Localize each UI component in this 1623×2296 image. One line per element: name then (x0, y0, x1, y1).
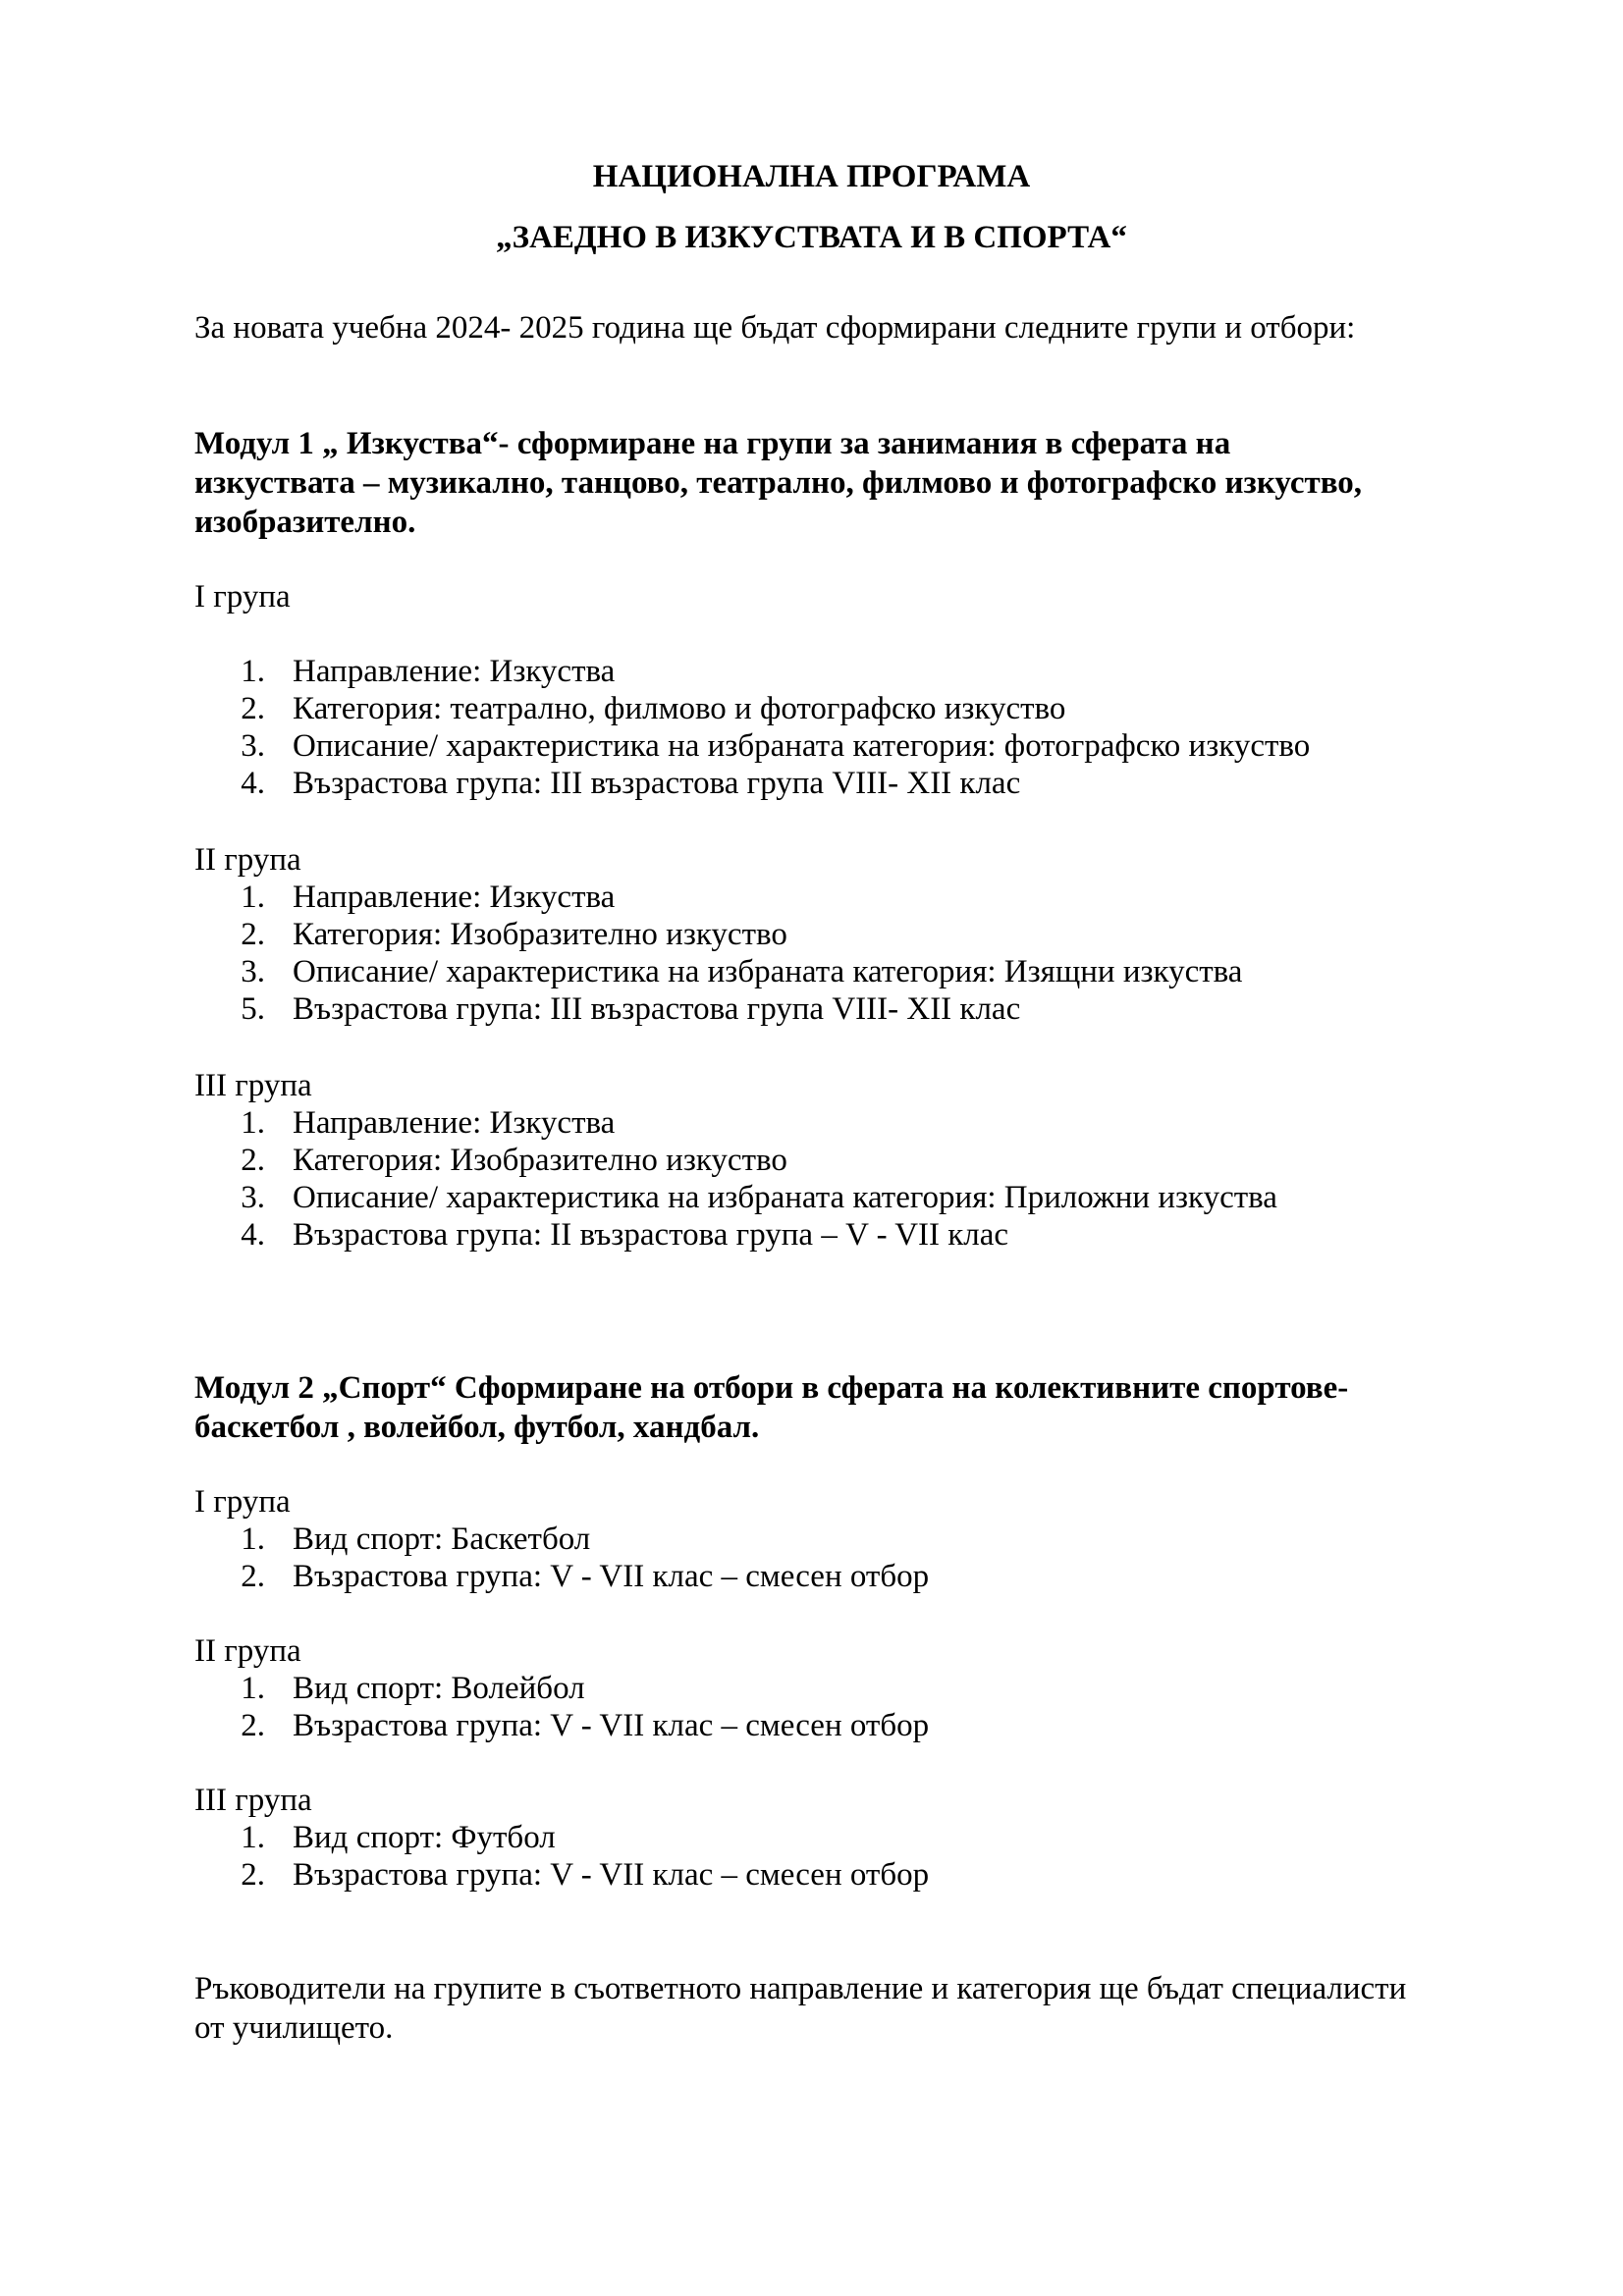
list-item: Възрастова група: III възрастова група VIII- XII клас (293, 766, 1021, 801)
footer-paragraph-line1: Ръководители на групите в съответното направление и категория ще бъдат специалисти (194, 1971, 1407, 2006)
module1-heading-line3: изобразително. (194, 505, 416, 540)
module2-group1-label: I група (194, 1484, 291, 1520)
list-item-number: 1. (241, 1522, 265, 1557)
list-item-number: 2. (241, 1857, 265, 1893)
module2-group3-label: III група (194, 1783, 312, 1818)
list-item: Описание/ характеристика на избраната категория: Изящни изкуства (293, 954, 1243, 989)
list-item: Вид спорт: Волейбол (293, 1671, 585, 1706)
list-item-number: 5. (241, 991, 265, 1027)
module1-heading-line2: изкуствата – музикално, танцово, театрално, филмово и фотографско изкуство, (194, 465, 1363, 501)
footer-paragraph-line2: от училището. (194, 2010, 394, 2046)
list-item-number: 3. (241, 1180, 265, 1215)
list-item-number: 1. (241, 654, 265, 689)
list-item-number: 1. (241, 1671, 265, 1706)
list-item: Направление: Изкуства (293, 1105, 616, 1141)
list-item: Описание/ характеристика на избраната категория: фотографско изкуство (293, 728, 1311, 764)
list-item-number: 4. (241, 766, 265, 801)
list-item-number: 4. (241, 1217, 265, 1253)
list-item-number: 3. (241, 954, 265, 989)
module2-heading-line1: Модул 2 „Спорт“ Сформиране на отбори в сферата на колективните спортове- (194, 1370, 1349, 1406)
list-item-number: 3. (241, 728, 265, 764)
list-item: Категория: театрално, филмово и фотографско изкуство (293, 691, 1066, 726)
list-item: Категория: Изобразително изкуство (293, 1143, 787, 1178)
module2-group2-label: II група (194, 1633, 301, 1669)
list-item: Вид спорт: Баскетбол (293, 1522, 591, 1557)
list-item: Възрастова група: V - VII клас – смесен отбор (293, 1857, 930, 1893)
list-item: Възрастова група: III възрастова група VIII- XII клас (293, 991, 1021, 1027)
module1-group2-label: II група (194, 842, 301, 878)
document-title: НАЦИОНАЛНА ПРОГРАМА (592, 159, 1031, 194)
document-subtitle: „ЗАЕДНО В ИЗКУСТВАТА И В СПОРТА“ (496, 220, 1127, 255)
list-item-number: 2. (241, 691, 265, 726)
list-item: Вид спорт: Футбол (293, 1820, 556, 1855)
list-item: Описание/ характеристика на избраната категория: Приложни изкуства (293, 1180, 1277, 1215)
list-item-number: 1. (241, 880, 265, 915)
list-item-number: 2. (241, 1143, 265, 1178)
list-item: Направление: Изкуства (293, 880, 616, 915)
intro-paragraph: За новата учебна 2024- 2025 година ще бъдат сформирани следните групи и отбори: (194, 310, 1356, 346)
module1-group1-label: I група (194, 579, 291, 614)
list-item-number: 2. (241, 917, 265, 952)
list-item-number: 1. (241, 1105, 265, 1141)
list-item-number: 1. (241, 1820, 265, 1855)
list-item: Направление: Изкуства (293, 654, 616, 689)
list-item: Категория: Изобразително изкуство (293, 917, 787, 952)
list-item: Възрастова група: V - VII клас – смесен отбор (293, 1559, 930, 1594)
module1-heading-line1: Модул 1 „ Изкуства“- сформиране на групи за занимания в сферата на (194, 426, 1231, 461)
module2-heading-line2: баскетбол , волейбол, футбол, хандбал. (194, 1410, 760, 1445)
list-item-number: 2. (241, 1559, 265, 1594)
list-item: Възрастова група: II възрастова група – V - VII клас (293, 1217, 1009, 1253)
list-item: Възрастова група: V - VII клас – смесен отбор (293, 1708, 930, 1743)
list-item-number: 2. (241, 1708, 265, 1743)
module1-group3-label: III група (194, 1068, 312, 1103)
